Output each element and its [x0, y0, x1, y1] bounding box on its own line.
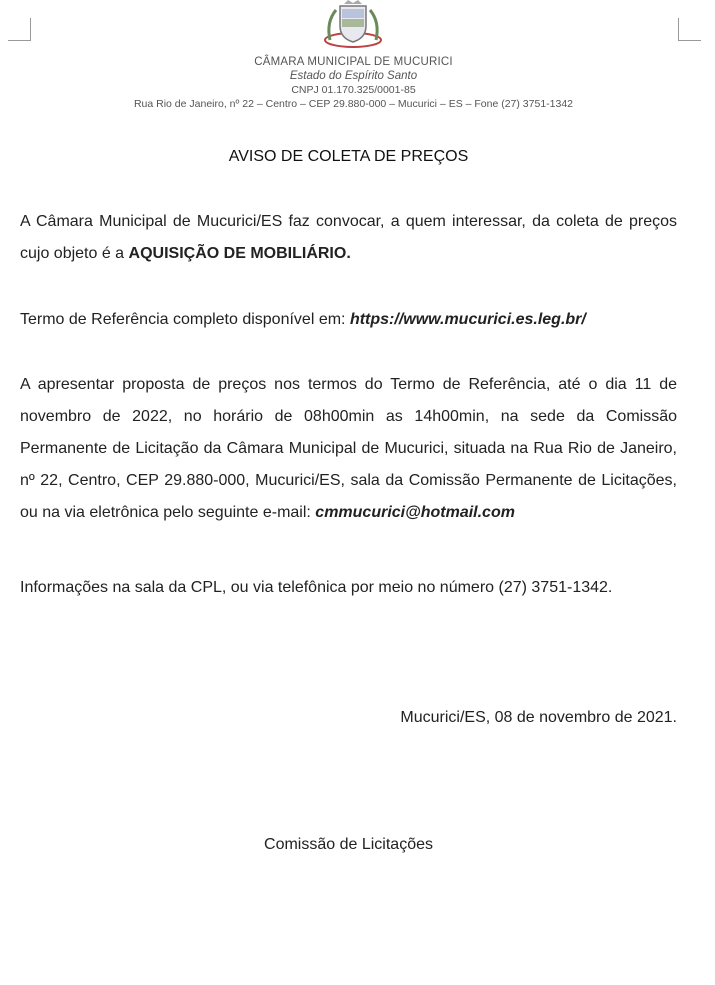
- paragraph-reference: [20, 304, 677, 336]
- email-link[interactable]: cmmucurici@hotmail.com: [315, 504, 515, 521]
- document-title: AVISO DE COLETA DE PREÇOS: [228, 148, 469, 165]
- cnpj: CNPJ 01.170.325/0001-85: [291, 84, 416, 96]
- paragraph-object-text: A Câmara Municipal de Mucurici/ES faz convocar, a quem interessar, da coleta de preços cujo objeto é a: [20, 213, 677, 262]
- crop-mark-left: [8, 18, 31, 41]
- paragraph-proposal: [20, 369, 677, 529]
- coat-of-arms-icon: [322, 0, 384, 48]
- paragraph-object: [20, 206, 677, 270]
- institution-name: CÂMARA MUNICIPAL DE MUCURICI: [254, 56, 453, 68]
- paragraph-reference-text: Termo de Referência completo disponível em:: [20, 311, 350, 328]
- crop-mark-right: [678, 18, 701, 41]
- paragraph-proposal-text: A apresentar proposta de preços nos termos do Termo de Referência, até o dia 11 de novembro de 2022, no horário de 08h00min as 14h00min, na sede da Comissão Permanente de Licitação da Câmara Municipal de Mucurici, situada na Rua Rio de Janeiro, nº 22, Centro, CEP 29.880-000, Mucurici/ES, sala da Comissão Permanente de Licitações, ou na via eletrônica pelo seguinte e-mail:: [20, 376, 677, 521]
- date-line: Mucurici/ES, 08 de novembro de 2021.: [400, 709, 677, 726]
- reference-url-link[interactable]: https://www.mucurici.es.leg.br/: [349, 311, 586, 328]
- object-name: AQUISIÇÃO DE MOBILIÁRIO.: [128, 245, 351, 262]
- state-name: Estado do Espírito Santo: [289, 70, 418, 82]
- signature: Comissão de Licitações: [264, 836, 433, 853]
- letterhead: [0, 55, 707, 111]
- address: Rua Rio de Janeiro, nº 22 – Centro – CEP 29.880-000 – Mucurici – ES – Fone (27) 3751-1342: [133, 98, 574, 110]
- paragraph-information: Informações na sala da CPL, ou via telefônica por meio no número (27) 3751-1342.: [20, 579, 613, 596]
